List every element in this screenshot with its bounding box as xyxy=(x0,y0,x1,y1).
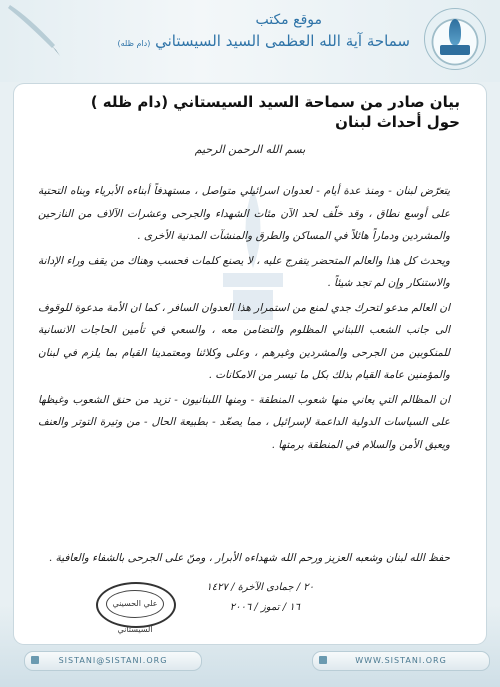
document-title-line1: بيان صادر من سماحة السيد السيستاني (دام ظله ) xyxy=(90,93,460,111)
document-title xyxy=(60,92,460,132)
document-body xyxy=(38,180,450,458)
site-subtitle xyxy=(90,32,410,50)
website-text: WWW.SISTANI.ORG xyxy=(355,656,447,665)
site-logo[interactable] xyxy=(424,8,486,70)
closing-prayer: حفظ الله لبنان وشعبه العزيز ورحم الله شهداءه الأبرار ، ومنّ على الجرحى بالشفاء والعافية . xyxy=(48,552,450,564)
envelope-icon xyxy=(31,656,39,664)
website-link[interactable] xyxy=(312,651,490,671)
email-link[interactable] xyxy=(24,651,202,671)
seal-text: علي الحسيني السيستاني xyxy=(106,590,164,618)
official-seal xyxy=(96,582,176,634)
email-text: SISTANI@SISTANI.ORG xyxy=(58,656,168,665)
paragraph: يتعرّض لبنان - ومنذ عدة أيام - لعدوان اسرائيلي متواصل ، مستهدفاً أبناءه الأبرياء وبناه التحتية على أوسع نطاق ، وقد خلّف لحد الآن مئات الشهداء والجرحى وعشرات الآلاف من النازحين والمشردين ودماراً هائلاً في المساكن والطرق والمنشآت المدنية الأخرى . xyxy=(38,185,450,242)
site-header xyxy=(0,0,500,82)
quill-pen-icon xyxy=(0,0,70,60)
site-title: موقع مكتب xyxy=(255,12,322,28)
document-title-line2: حول أحداث لبنان xyxy=(335,113,460,131)
book-icon xyxy=(440,45,470,55)
basmala: بسم الله الرحمن الرحيم xyxy=(194,143,306,156)
paragraph: ان العالم مدعو لتحرك جدي لمنع من استمرار هذا العدوان السافر ، كما ان الأمة مدعوة للوقوف الى جانب الشعب اللبناني المظلوم والتضامن معه ، والسعي في تأمين الحاجات الانسانية للمنكوبين من الجرحى والمشردين وغيرهم ، وعلى وكلائنا ومعتمدينا القيام بما يلزم في لبنان والمؤمنين عامة القيام بذلك بكل ما تيسر من الامكانات . xyxy=(38,301,450,381)
date-hijri: ٢٠ / جمادى الآخرة / ١٤٢٧ xyxy=(206,582,314,593)
site-subtitle-text: سماحة آية الله العظمى السيد السيستاني xyxy=(155,32,410,50)
paragraph: ان المظالم التي يعاني منها شعوب المنطقة - ومنها اللبنانيون - تزيد من حنق الشعوب وغيظها على السياسات الدولية الداعمة لإسرائيل ، مما يصعّد - بطبيعة الحال - من وتيرة التوتر والعنف ويعيق الأمن والسلام في المنطقة برمتها . xyxy=(38,393,450,451)
site-subtitle-suffix: (دام ظله) xyxy=(117,39,151,48)
flame-icon xyxy=(449,19,461,45)
date-gregorian: ١٦ / تموز / ٢٠٠٦ xyxy=(229,602,300,613)
globe-icon xyxy=(319,656,327,664)
paragraph: ويحدث كل هذا والعالم المتحضر يتفرج عليه ، لا يصنع كلمات فحسب وهناك من يقف وراء الإدانة والاستنكار وإن لم تجد شيئاً . xyxy=(38,254,450,289)
